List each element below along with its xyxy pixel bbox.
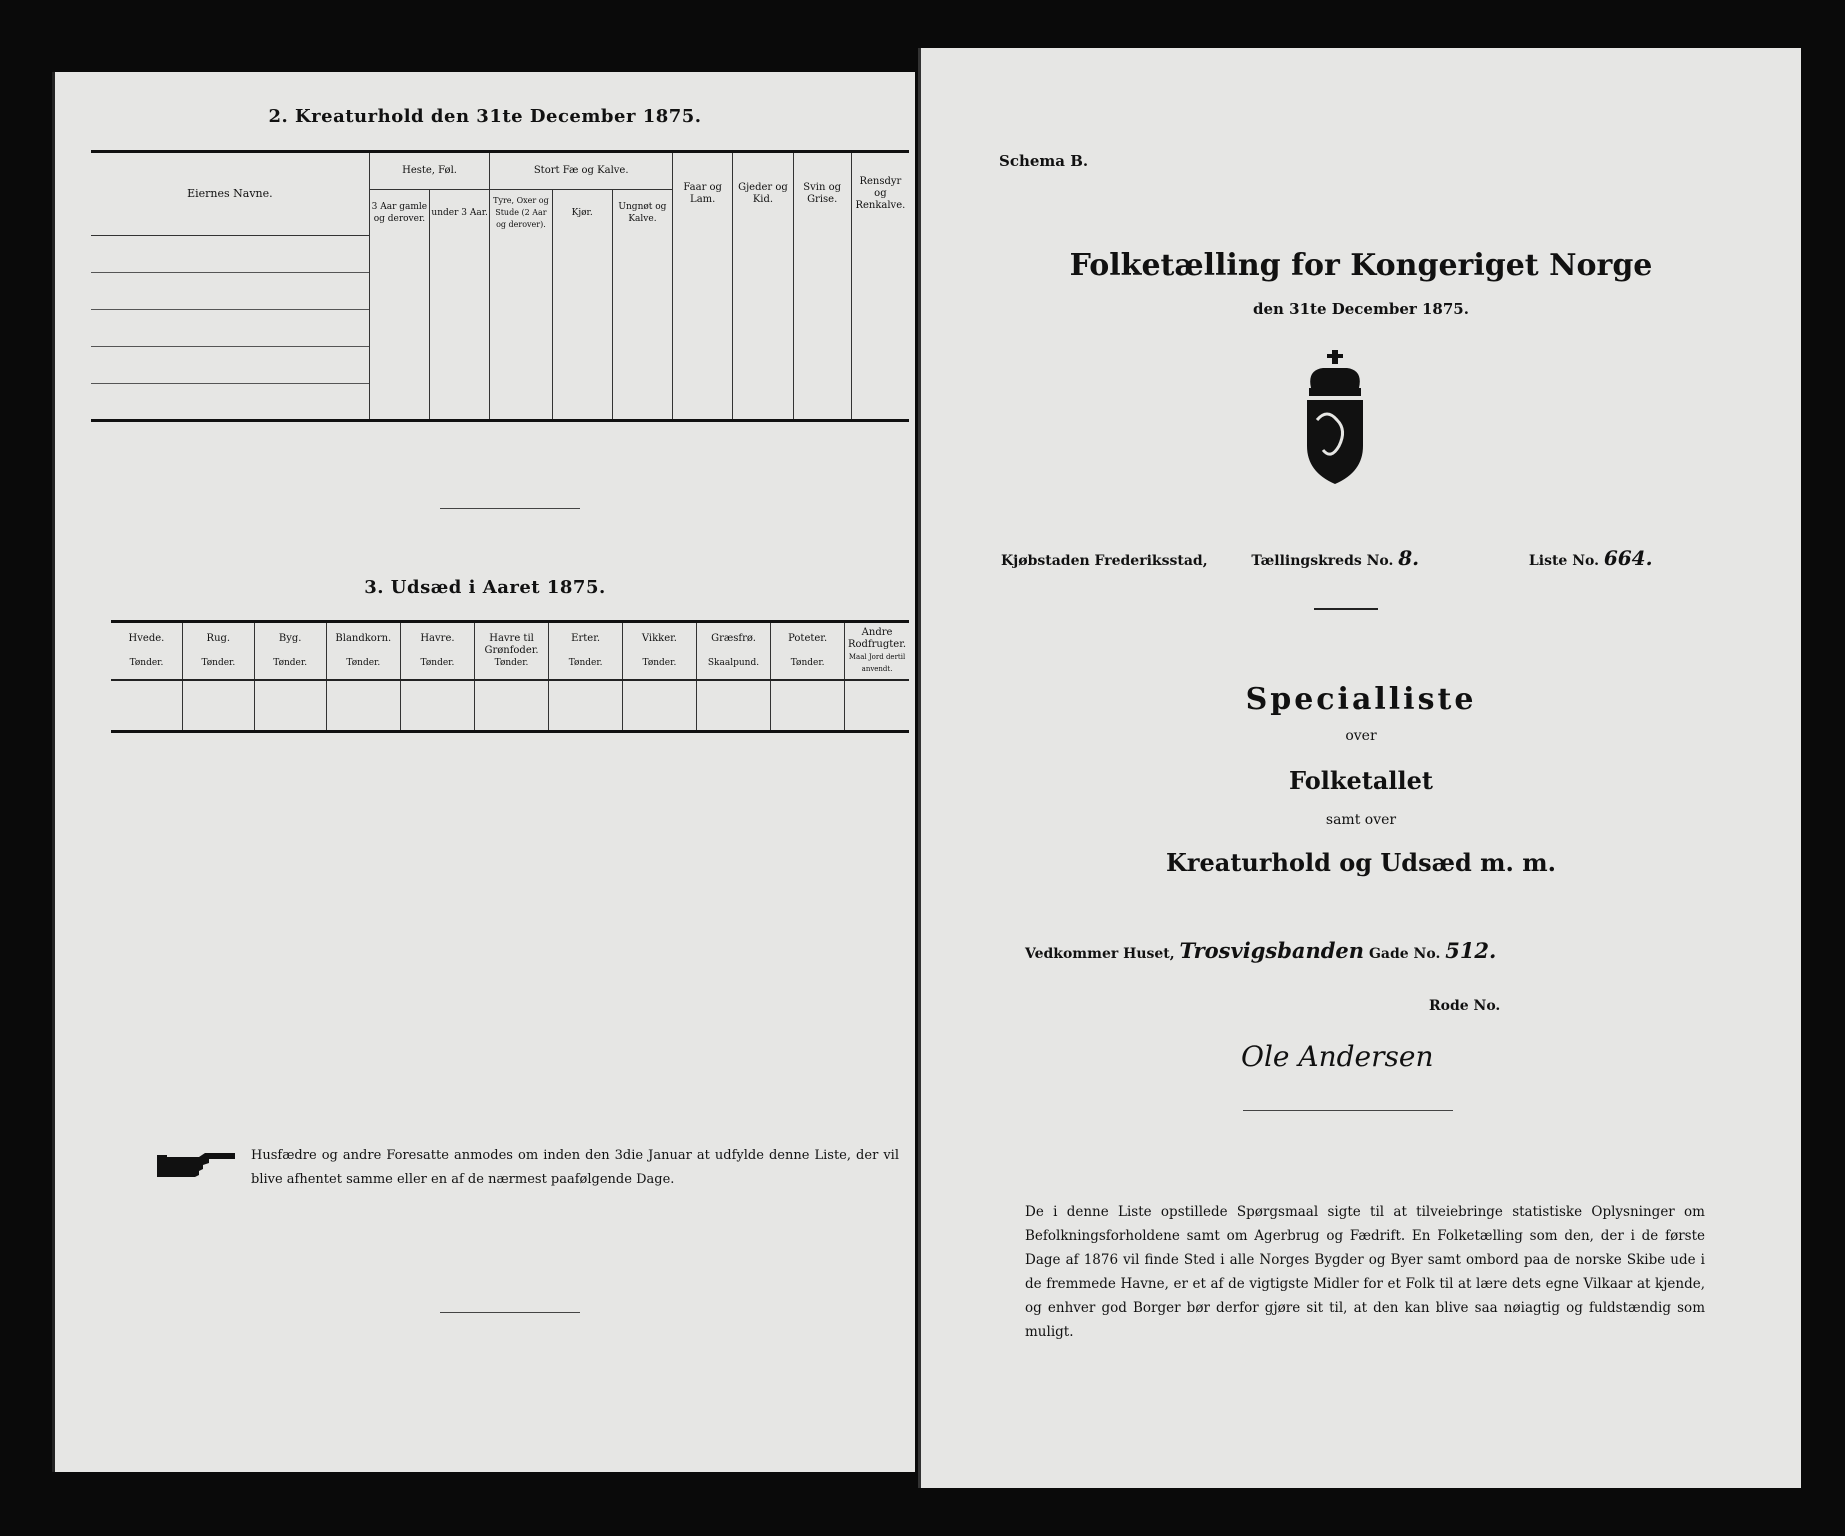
kreds-label: Tællingskreds No.	[1251, 553, 1394, 569]
owner-name-header: Eiernes Navne.	[91, 152, 369, 236]
kjobstad-label: Kjøbstaden Frederiksstad,	[1001, 553, 1208, 569]
pigs-header: Svin og Grise.	[793, 152, 851, 236]
right-page	[918, 48, 1801, 1488]
udsaed-col: Vikker. Tønder.	[623, 622, 697, 680]
folketallet-text: Folketallet	[1289, 766, 1433, 795]
sheep-header: Faar og Lam.	[673, 152, 733, 236]
divider	[1243, 1110, 1453, 1111]
reindeer-header: Rensdyr og Renkalve.	[851, 152, 909, 236]
bulls-header: Tyre, Oxer og Stude (2 Aar og derover).	[490, 190, 552, 236]
divider	[440, 1312, 580, 1313]
left-page	[52, 72, 915, 1472]
kreds-value: 8.	[1398, 546, 1420, 570]
udsaed-col: Byg. Tønder.	[254, 622, 326, 680]
explanation-text: De i denne Liste opstillede Spørgsmaal sigte til at tilveiebringe statistiske Oplysninger om Befolkningsforholdene samt om Agerbrug og Fædrift. En Folketælling som den, der i de første Dage af 1876 vil finde Sted i alle Norges Bygder og Byer samt ombord paa de norske Skibe ude i de fremmede Havne, er et af de vigtigste Midler for et Folk til at lære dets egne Vilkaar at kjende, og enhver god Borger bør derfor gjøre sit til, at den kan blive saa nøiagtig og fuldstændig som muligt.	[1025, 1204, 1705, 1340]
specialliste-title: Specialliste	[1245, 682, 1477, 717]
notice-text: Husfædre og andre Foresatte anmodes om inden den 3die Januar at udfylde denne Liste, der vil blive afhentet samme eller en af de nærmest paafølgende Dage.	[251, 1148, 899, 1187]
calves-header: Ungnøt og Kalve.	[612, 190, 672, 236]
udsaed-col: Blandkorn. Tønder.	[326, 622, 400, 680]
udsaed-col: Andre Rodfrugter. Maal Jord dertil anvendt.	[845, 622, 909, 680]
goats-header: Gjeder og Kid.	[733, 152, 793, 236]
sowing-table	[111, 620, 909, 733]
udsaed-col: Havre. Tønder.	[401, 622, 475, 680]
date-line: den 31te December 1875.	[1253, 300, 1469, 318]
liste-value: 664.	[1603, 546, 1653, 570]
horses-header: Heste, Føl.	[369, 152, 490, 190]
udsaed-col: Havre til Grønfoder. Tønder.	[474, 622, 548, 680]
horses-under3-header: under 3 Aar.	[430, 190, 490, 236]
liste-label: Liste No.	[1528, 553, 1599, 569]
section3-title: 3. Udsæd i Aaret 1875.	[364, 577, 606, 598]
udsaed-col: Hvede. Tønder.	[111, 622, 182, 680]
udsaed-col: Rug. Tønder.	[182, 622, 254, 680]
samt-over-text: samt over	[1325, 812, 1397, 828]
rode-label: Rode No.	[1429, 998, 1501, 1014]
over-text: over	[1345, 728, 1377, 744]
udsaed-col: Erter. Tønder.	[549, 622, 623, 680]
cows-header: Kjør.	[552, 190, 612, 236]
divider	[440, 508, 580, 509]
horses-over3-header: 3 Aar gamle og derover.	[369, 190, 429, 236]
pointing-hand-icon	[155, 1147, 237, 1183]
section2-title: 2. Kreaturhold den 31te December 1875.	[268, 106, 702, 127]
schema-label: Schema B.	[999, 152, 1089, 170]
udsaed-col: Poteter. Tønder.	[771, 622, 845, 680]
livestock-table	[91, 150, 909, 422]
huset-value: Trosvigsbanden	[1179, 938, 1365, 963]
udsaed-col: Græsfrø. Skaalpund.	[696, 622, 770, 680]
location-line	[1001, 546, 1653, 570]
huset-label: Vedkommer Huset,	[1025, 946, 1175, 962]
main-title: Folketælling for Kongeriget Norge	[1069, 248, 1653, 283]
house-line	[1025, 938, 1496, 963]
kreaturhold-text: Kreaturhold og Udsæd m. m.	[1166, 848, 1556, 877]
coat-of-arms-icon	[1303, 350, 1367, 486]
cattle-header: Stort Fæ og Kalve.	[490, 152, 673, 190]
signature: Ole Andersen	[1241, 1040, 1434, 1073]
gade-value: 512.	[1445, 938, 1497, 963]
divider	[1314, 608, 1378, 610]
gade-label: Gade No.	[1368, 946, 1441, 962]
